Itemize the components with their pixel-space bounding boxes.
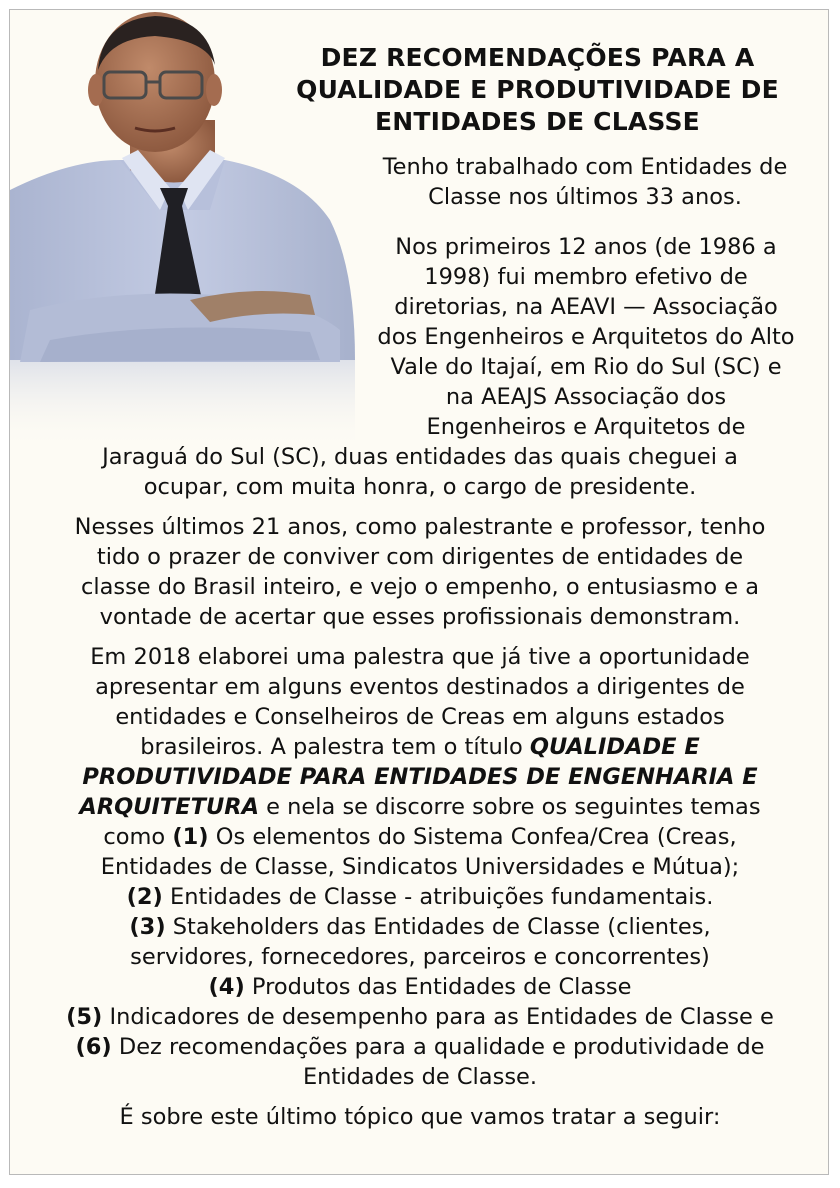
text-line: ocupar, com muita honra, o cargo de presidente. [143, 474, 697, 500]
text-line: É sobre este último tópico que vamos tratar a seguir: [119, 1104, 721, 1130]
title-line: ENTIDADES DE CLASSE [375, 107, 700, 136]
text-line: Jaraguá do Sul (SC), duas entidades das quais cheguei a [102, 444, 738, 470]
text-line: na AEAJS Associação dos [445, 384, 727, 410]
text-line: entidades e Conselheiros de Creas em alguns estados [115, 704, 725, 730]
topic-number: (3) [129, 914, 166, 940]
text-line: apresentar em alguns eventos destinados a dirigentes de [95, 674, 745, 700]
lecture-title-emphasis: PRODUTIVIDADE PARA ENTIDADES DE ENGENHARIA E [82, 764, 758, 790]
topic-number: (5) [66, 1004, 103, 1030]
text-fragment: brasileiros. A palestra tem o título [140, 734, 530, 760]
article-page [9, 9, 829, 1175]
text-line [10, 1032, 829, 1062]
text-line: Tenho trabalhado com Entidades de [382, 154, 788, 180]
paragraph-lecture [10, 642, 829, 1092]
text-line [10, 792, 829, 822]
text-line: classe do Brasil inteiro, e vejo o empenho, o entusiasmo e a [80, 574, 760, 600]
paragraph-intro [350, 152, 820, 212]
paragraph-history [348, 232, 824, 442]
text-fragment: Produtos das Entidades de Classe [244, 974, 632, 1000]
title-line: QUALIDADE E PRODUTIVIDADE DE [296, 75, 779, 104]
text-line: Entidades de Classe. [302, 1064, 538, 1090]
text-fragment: Dez recomendações para a qualidade e produtividade de [111, 1034, 765, 1060]
text-line: Entidades de Classe, Sindicatos Universidades e Mútua); [100, 854, 740, 880]
topic-number: (2) [126, 884, 163, 910]
text-fragment: Stakeholders das Entidades de Classe (clientes, [165, 914, 711, 940]
text-line: Vale do Itajaí, em Rio do Sul (SC) e [390, 354, 782, 380]
text-line [10, 912, 829, 942]
text-line [10, 762, 829, 792]
article-title [260, 42, 815, 138]
lecture-title-emphasis: QUALIDADE E [529, 734, 700, 760]
text-line [10, 972, 829, 1002]
text-line [10, 732, 829, 762]
text-line [10, 1002, 829, 1032]
text-fragment: Indicadores de desempenho para as Entidades de Classe e [102, 1004, 774, 1030]
text-line [10, 882, 829, 912]
text-line: Nos primeiros 12 anos (de 1986 a [395, 234, 777, 260]
text-line: vontade de acertar que esses profissionais demonstram. [99, 604, 741, 630]
text-line: Em 2018 elaborei uma palestra que já tive a oportunidade [90, 644, 750, 670]
title-line: DEZ RECOMENDAÇÕES PARA A [320, 43, 755, 72]
paragraph-history-cont [10, 442, 829, 502]
text-fragment: Entidades de Classe - atribuições fundamentais. [162, 884, 714, 910]
topic-number: (4) [208, 974, 245, 1000]
text-fragment: e nela se discorre sobre os seguintes temas [259, 794, 761, 820]
text-line: diretorias, na AEAVI — Associação [394, 294, 778, 320]
topic-number: (1) [172, 824, 209, 850]
text-line: tido o prazer de conviver com dirigentes de entidades de [96, 544, 744, 570]
text-line: Engenheiros e Arquitetos de [426, 414, 746, 440]
text-line: 1998) fui membro efetivo de [424, 264, 748, 290]
text-fragment: como [103, 824, 173, 850]
text-line: Nesses últimos 21 anos, como palestrante e professor, tenho [74, 514, 766, 540]
topic-number: (6) [75, 1034, 112, 1060]
text-line: servidores, fornecedores, parceiros e concorrentes) [130, 944, 710, 970]
lecture-title-emphasis: ARQUITETURA [79, 794, 259, 820]
paragraph-closing [10, 1102, 829, 1132]
text-fragment: Os elementos do Sistema Confea/Crea (Creas, [208, 824, 737, 850]
text-line: dos Engenheiros e Arquitetos do Alto [377, 324, 795, 350]
paragraph-experience [10, 512, 829, 632]
text-line: Classe nos últimos 33 anos. [428, 184, 742, 210]
text-line [10, 822, 829, 852]
